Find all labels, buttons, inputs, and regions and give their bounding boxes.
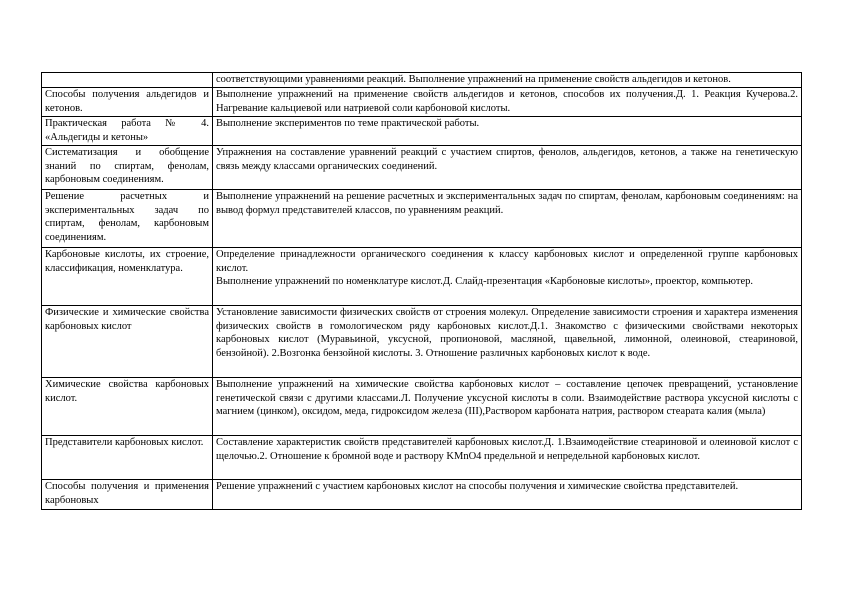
content-text: Выполнение упражнений на применение свойств альдегидов и кетонов, способов их получения.Д. 1. Реакция Кучерова.2. Нагревание кальциевой или натриевой соли карбоновой кислоты.	[216, 89, 798, 114]
topic-text: Представители карбоновых кислот.	[45, 437, 204, 448]
topic-text: Физические и химические свойства карбоновых кислот	[45, 307, 209, 332]
content-text: Составление характеристик свойств представителей карбоновых кислот.Д. 1.Взаимодействие стеариновой и олеиновой кислот с щелочью.2. Отношение к бромной воде и раствору KMnO4 предельной и непредельной карбоновых кислот.	[216, 437, 798, 462]
table-row	[42, 117, 802, 146]
content-cell	[213, 480, 802, 510]
table-row	[42, 88, 802, 117]
content-text: Выполнение упражнений на решение расчетных и экспериментальных задач по спиртам, фенолам, карбоновым соединениям: на вывод формул представителей классов, по уравнениям реакций.	[216, 191, 798, 216]
table-row	[42, 248, 802, 306]
topic-text: Практическая работа № 4. «Альдегиды и кетоны»	[45, 118, 209, 143]
table-row	[42, 190, 802, 248]
topic-cell	[42, 378, 213, 436]
table-row	[42, 480, 802, 510]
content-cell	[213, 73, 802, 88]
content-text: Установление зависимости физических свойств от строения молекул. Определение зависимости строения и характера изменения физических свойств в гомологическом ряду карбоновых кислот.Д.1. Знакомство с физическими свойствами некоторых карбоновых кислот (Муравьиной, уксусной, пропионовой, масляной, щавельной, лимонной, олеиновой, стеариновой, бензойной). 2.Возгонка бензойной кислоты. 3. Отношение различных карбоновых кислот к воде.	[216, 307, 798, 359]
topic-text: Способы получения альдегидов и кетонов.	[45, 89, 209, 114]
topic-text: Карбоновые кислоты, их строение, классификация, номенклатура.	[45, 249, 209, 274]
table-row	[42, 306, 802, 378]
table-row	[42, 146, 802, 190]
topic-text: Химические свойства карбоновых кислот.	[45, 379, 209, 404]
lesson-plan-table	[41, 72, 802, 510]
content-cell	[213, 88, 802, 117]
content-text: Определение принадлежности органического соединения к классу карбоновых кислот и определенной группе карбоновых кислот. Выполнение упражнений по номенклатуре кислот.Д. Слайд-презентация «Карбоновые кислоты», проектор, компьютер.	[216, 249, 798, 287]
content-text: Упражнения на составление уравнений реакций с участием спиртов, фенолов, альдегидов, кетонов, а также на генетическую связь между классами органических соединений.	[216, 147, 798, 172]
content-cell	[213, 306, 802, 378]
content-text: Решение упражнений с участием карбоновых кислот на способы получения и химические свойства представителей.	[216, 481, 739, 492]
content-text: Выполнение упражнений на химические свойства карбоновых кислот – составление цепочек превращений, установление генетической связи с другими классами.Л. Получение уксусной кислоты в соли. Взаимодействие раствора уксусной кислоты с магнием (цинком), оксидом, меда, гидроксидом железа (III),Раствором карбоната натрия, раствором стеарата калия (мыла)	[216, 379, 798, 417]
topic-text: Систематизация и обобщение знаний по спиртам, фенолам, карбоновым соединениям.	[45, 147, 209, 185]
topic-cell	[42, 88, 213, 117]
topic-cell	[42, 480, 213, 510]
content-text: Выполнение экспериментов по теме практической работы.	[216, 118, 480, 129]
topic-cell	[42, 73, 213, 88]
table-row	[42, 73, 802, 88]
content-cell	[213, 248, 802, 306]
content-cell	[213, 436, 802, 480]
topic-cell	[42, 248, 213, 306]
topic-cell	[42, 117, 213, 146]
content-cell	[213, 146, 802, 190]
content-text: соответствующими уравнениями реакций. Выполнение упражнений на применение свойств альдегидов и кетонов.	[216, 74, 731, 85]
topic-cell	[42, 436, 213, 480]
content-cell	[213, 190, 802, 248]
content-cell	[213, 378, 802, 436]
table-row	[42, 436, 802, 480]
topic-cell	[42, 146, 213, 190]
topic-text: Способы получения и применения карбоновых	[45, 481, 209, 506]
topic-cell	[42, 190, 213, 248]
content-cell	[213, 117, 802, 146]
table-row	[42, 378, 802, 436]
topic-cell	[42, 306, 213, 378]
topic-text: Решение расчетных и экспериментальных задач по спиртам, фенолам, карбоновым соединениям.	[45, 191, 209, 243]
